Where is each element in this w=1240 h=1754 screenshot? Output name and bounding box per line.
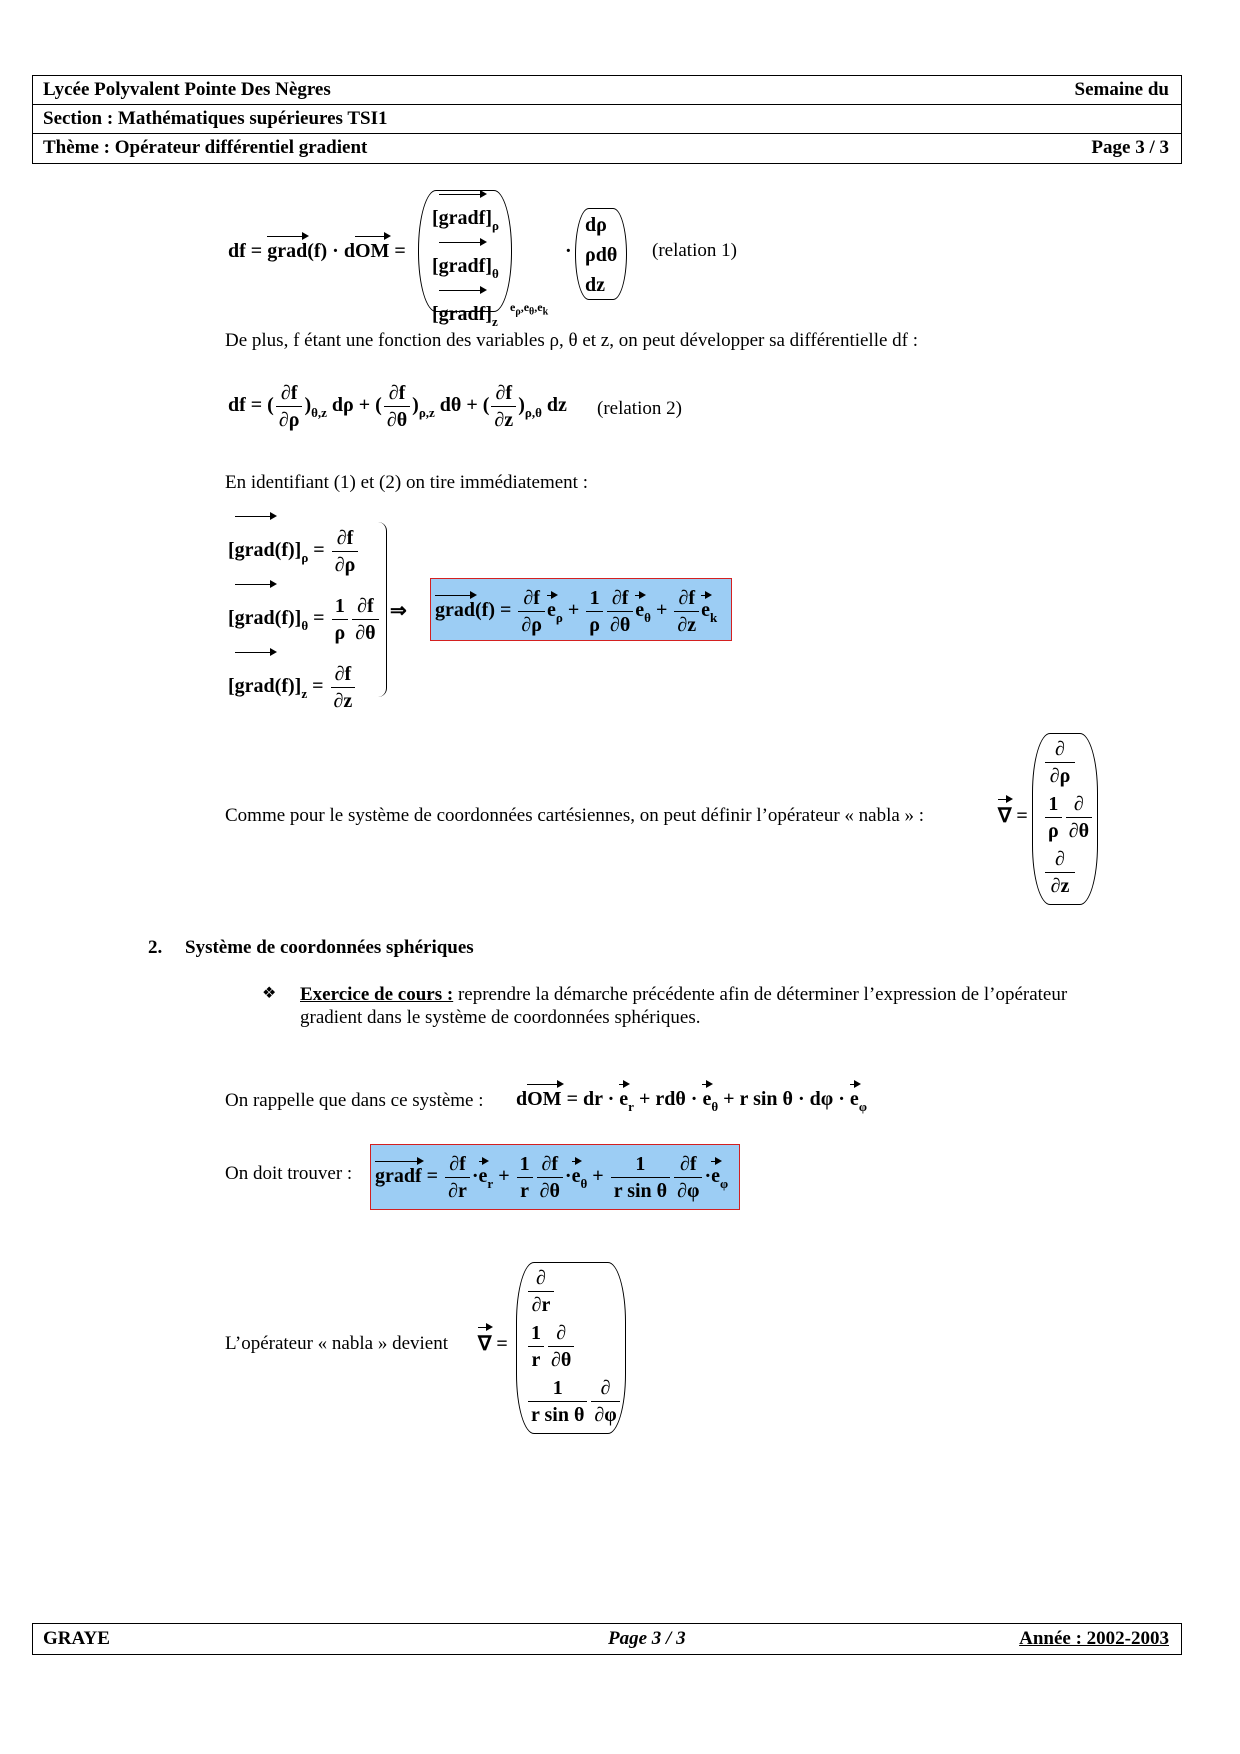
components-system: $[grad(f)]_\rho$ = $\frac{\partial f}{\partial\rho}$ $[grad(f)]_\theta$ = $\frac{1}{\rho}$ $\frac{\partial f}{\partial\theta}$ $[grad(f)]_z$ = $\frac{\partial f}{\partial z}$ <box>228 520 381 724</box>
relation1-vector: dρ ρdθ dz <box>585 214 618 296</box>
bullet-icon: ❖ <box>262 985 277 1002</box>
header-row-theme <box>33 134 1181 163</box>
nabla-sph-vector: ∂ ∂r $\frac{1}{r}$ ∂ ∂θ $\frac{1}{\text{r sin θ}}$ ∂ ∂φ <box>526 1265 622 1428</box>
identify-text: En identifiant (1) et (2) on tire immédiatement : <box>225 472 588 493</box>
footer-page: Page 3 / 3 <box>608 1628 686 1649</box>
footer-year: Année : 2002-2003 <box>1019 1628 1169 1649</box>
section2-number: 2. <box>148 937 163 958</box>
header-row-school <box>33 76 1181 105</box>
relation1-matrix: $[gradf]_\rho$ $[gradf]_\theta$ $[gradf]_z$ <box>432 198 499 342</box>
relation1-lhs: df = grad(f) · dOM = <box>228 240 406 262</box>
exercise-label: Exercice de cours : <box>300 984 454 1005</box>
intro-df-text: De plus, f étant une fonction des variables ρ, θ et z, on peut développer sa différentielle df : <box>225 330 919 351</box>
nabla-sph-text: L’opérateur « nabla » devient <box>225 1333 448 1354</box>
week-label: Semaine du <box>1074 79 1169 100</box>
right-brace <box>378 522 387 697</box>
footer-author: GRAYE <box>43 1628 110 1649</box>
grad-spherical-box: gradf = $\frac{\partial f}{\partial r}$ $\cdot e_r$ + $\frac{1}{r}$ $\frac{\partial f}{\partial\theta}$ $\cdot e_\theta$ + $\frac{1}{\text{r sin θ}}$ $\frac{\partial f}{\partial\varphi}$ $\cdot e_\varphi$ <box>370 1144 740 1210</box>
school-name: Lycée Polyvalent Pointe Des Nègres <box>43 79 331 100</box>
section-label: Section : Mathématiques supérieures TSI1 <box>43 108 388 129</box>
footer-table <box>32 1623 1182 1655</box>
nabla-sph-symbol: ∇ = <box>478 1333 508 1355</box>
exercise-line1 <box>300 984 1067 1006</box>
header-page: Page 3 / 3 <box>1091 137 1169 158</box>
must-find-text: On doit trouver : <box>225 1163 353 1184</box>
section2-title: Système de coordonnées sphériques <box>185 937 474 958</box>
nabla-cyl-text: Comme pour le système de coordonnées cartésiennes, on peut définir l’opérateur « nabla » : <box>225 805 925 826</box>
relation1-label: (relation 1) <box>652 240 737 261</box>
nabla-cyl-symbol: ∇ = <box>998 805 1028 827</box>
relation2-label: (relation 2) <box>597 398 682 419</box>
implies-arrow: ⇒ <box>390 600 407 622</box>
theme-label: Thème : Opérateur différentiel gradient <box>43 137 368 158</box>
basis-label: $e_\rho,e_\theta,e_k$ <box>510 300 549 318</box>
header-table <box>32 75 1182 164</box>
relation2-formula: df = ( $\frac{\partial f}{\partial\rho}$ )$_{\theta,z}$ dρ + ( $\frac{\partial f}{\partial\theta}$ )$_{\rho,z}$ dθ + ( $\frac{\partial f}{\partial z}$ )$_{\rho,\theta}$ dz <box>228 382 567 431</box>
dot-operator: · <box>565 240 572 262</box>
recall-text: On rappelle que dans ce système : <box>225 1090 484 1111</box>
exercise-text-2: gradient dans le système de coordonnées sphériques. <box>300 1007 701 1028</box>
header-row-section <box>33 105 1181 134</box>
dom-spherical: dOM = dr · $e_r + rd\theta \cdot e_\theta + r$ $\sin \theta \cdot d\varphi \cdot e_\varphi$ <box>516 1088 867 1114</box>
nabla-cyl-vector: ∂ ∂ρ $\frac{1}{\rho}$ ∂ ∂θ ∂ ∂z <box>1043 736 1094 899</box>
exercise-text-1: reprendre la démarche précédente afin de déterminer l’expression de l’opérateur <box>453 984 1068 1005</box>
grad-cylindrical-box: grad(f) = $\frac{\partial f}{\partial\rho}$ $e_\rho$ + $\frac{1}{\rho}$ $\frac{\partial f}{\partial\theta}$ $e_\theta$ + $\frac{\partial f}{\partial z}$ $e_k$ <box>430 578 732 641</box>
